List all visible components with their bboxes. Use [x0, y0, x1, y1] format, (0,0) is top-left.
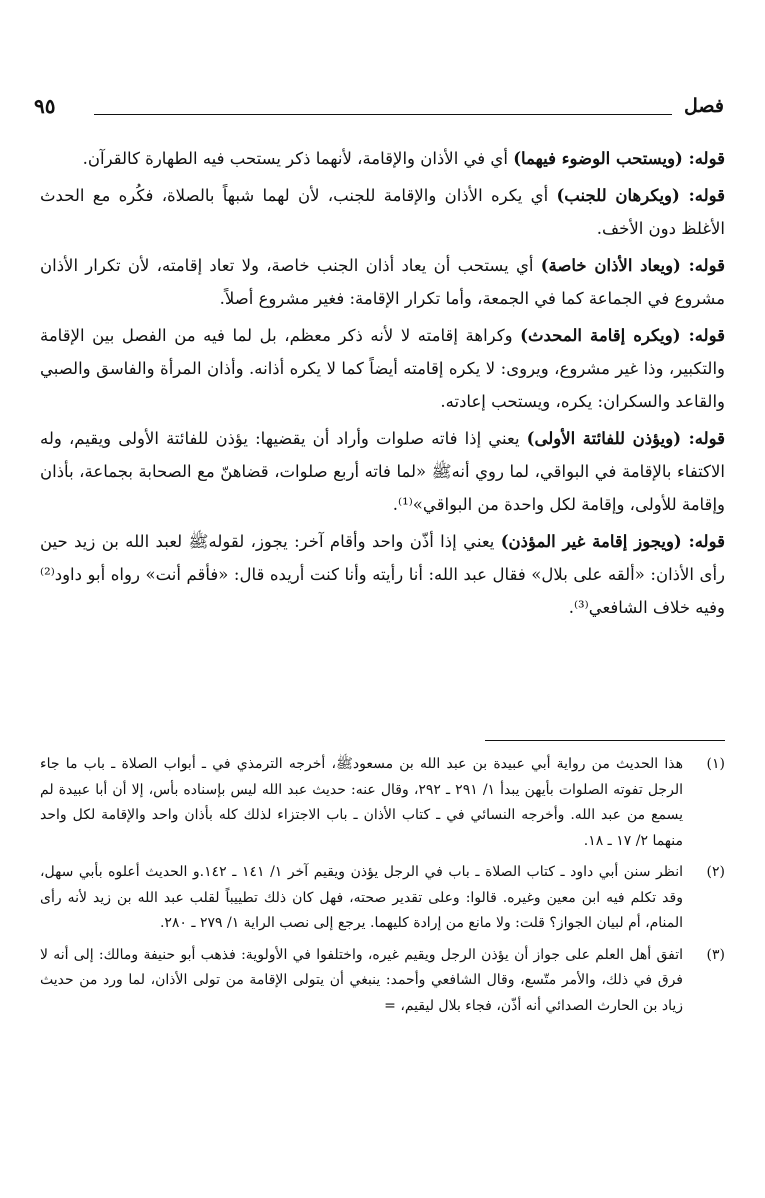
- paragraph-text: أي يستحب أن يعاد أذان الجنب خاصة، ولا تعاد إقامته، لأن تكرار الأذان مشروع في الجماعة كما في الجمعة، وأما تكرار الإقامة: فغير مشروع أصلاً.: [40, 256, 725, 308]
- paragraph-text: يعني إذا فاته صلوات وأراد أن يقضيها: يؤذن للفائتة الأولى ويقيم، وله الاكتفاء بالإقامة في البواقي، لما روي أنهﷺ «لما فاته أربع صلوات، قضاهنّ مع الصحابة بجماعة، بأذان وإقامة للأولى، وإقامة لكل واحدة من البواقي»⁽¹⁾.: [40, 429, 725, 514]
- paragraph-text: أي في الأذان والإقامة، لأنهما ذكر يستحب فيه الطهارة كالقرآن.: [82, 149, 514, 168]
- paragraph-text: يعني إذا أذّن واحد وأقام آخر: يجوز، لقولهﷺ لعبد الله بن زيد حين رأى الأذان: «ألقه على بلال» فقال عبد الله: أنا رأيته وأنا كنت أريده قال: «فأقم أنت» رواه أبو داود⁽²⁾ وفيه خلاف الشافعي⁽³⁾.: [40, 532, 725, 617]
- page-header: [34, 94, 724, 122]
- footnote-divider: [485, 740, 725, 741]
- paragraph-lead: قوله: (ويؤذن للفائتة الأولى): [526, 429, 726, 448]
- footnote-text: اتفق أهل العلم على جواز أن يؤذن الرجل ويقيم غيره، واختلفوا في الأولوية: فذهب أبو حنيفة ومالك: إلى أنه لا فرق في ذلك، والأمر متّسع، وقال الشافعي وأحمد: ينبغي أن يتولى الإقامة من تولى الأذان، لما ورد من حديث زياد بن الحارث الصدائي أنه أذّن، فجاء بلال ليقيم، =: [40, 946, 683, 1014]
- footnote-text: هذا الحديث من رواية أبي عبيدة بن عبد الله بن مسعودﷺ، أخرجه الترمذي في ـ أبواب الصلاة ـ باب ما جاء الرجل تفوته الصلوات بأيهن يبدأ ١/ ٢٩١ ـ ٢٩٢، وقال عنه: حديث عبد الله ليس بإسناده بأس، إلا أن أبا عبيدة لم يسمع من عبد الله. وأخرجه النسائي في ـ كتاب الأذان ـ باب الاجتزاء لذلك كله بأذان واحد والإقامة لكل واحد منهما ٢/ ١٧ ـ ١٨.: [40, 756, 683, 849]
- paragraph: [40, 179, 725, 245]
- footnote-number: (١): [706, 756, 725, 772]
- paragraph-lead: قوله: (ويكره إقامة المحدث): [520, 326, 725, 345]
- paragraph: [40, 142, 725, 175]
- paragraph-lead: قوله: (ويستحب الوضوء فيهما): [513, 149, 725, 168]
- paragraph: [40, 525, 725, 624]
- paragraph: [40, 422, 725, 521]
- paragraph-lead: قوله: (ويجوز إقامة غير المؤذن): [500, 532, 725, 551]
- paragraph: [40, 249, 725, 315]
- footnote: [40, 860, 725, 937]
- footnote: [40, 943, 725, 1020]
- main-text: [40, 142, 725, 628]
- footnote-number: (٣): [706, 946, 725, 963]
- footnote-text: انظر سنن أبي داود ـ كتاب الصلاة ـ باب في الرجل يؤذن ويقيم آخر ١/ ١٤١ ـ ١٤٢.و الحديث أعلوه بأبي سهل، وقد تكلم فيه ابن معين وغيره. قالوا: وعلى تقدير صحته، فهل كان ذلك تطييباً لقلب عبد الله بن زيد لأنه رأى المنام، أم لبيان الجواز؟ قلت: ولا مانع من إرادة كليهما. يرجع إلى نصب الراية ١/ ٢٧٩ ـ ٢٨٠.: [40, 864, 683, 931]
- paragraph-text: أي يكره الأذان والإقامة للجنب، لأن لهما شبهاً بالصلاة، فكُره مع الحدث الأغلظ دون الأخف.: [40, 186, 725, 238]
- paragraph-lead: قوله: (ويعاد الأذان خاصة): [540, 256, 725, 275]
- footnote-number: (٢): [706, 864, 725, 880]
- section-title: فصل: [684, 95, 724, 117]
- footnote: [40, 752, 725, 854]
- header-rule: [94, 114, 672, 115]
- paragraph-lead: قوله: (ويكرهان للجنب): [556, 186, 726, 205]
- paragraph: [40, 319, 725, 418]
- page-number: ٩٥: [34, 94, 56, 118]
- paragraph-text: وكراهة إقامته لا لأنه ذكر معظم، بل لما فيه من الفصل بين الإقامة والتكبير، وذا غير مشروع، ويروى: لا يكره إقامته أيضاً كما لا يكره أذانه. وأذان المرأة والفاسق والصبي والقاعد والسكران: يكره، ويستحب إعادته.: [40, 326, 725, 411]
- footnotes: [40, 752, 725, 1025]
